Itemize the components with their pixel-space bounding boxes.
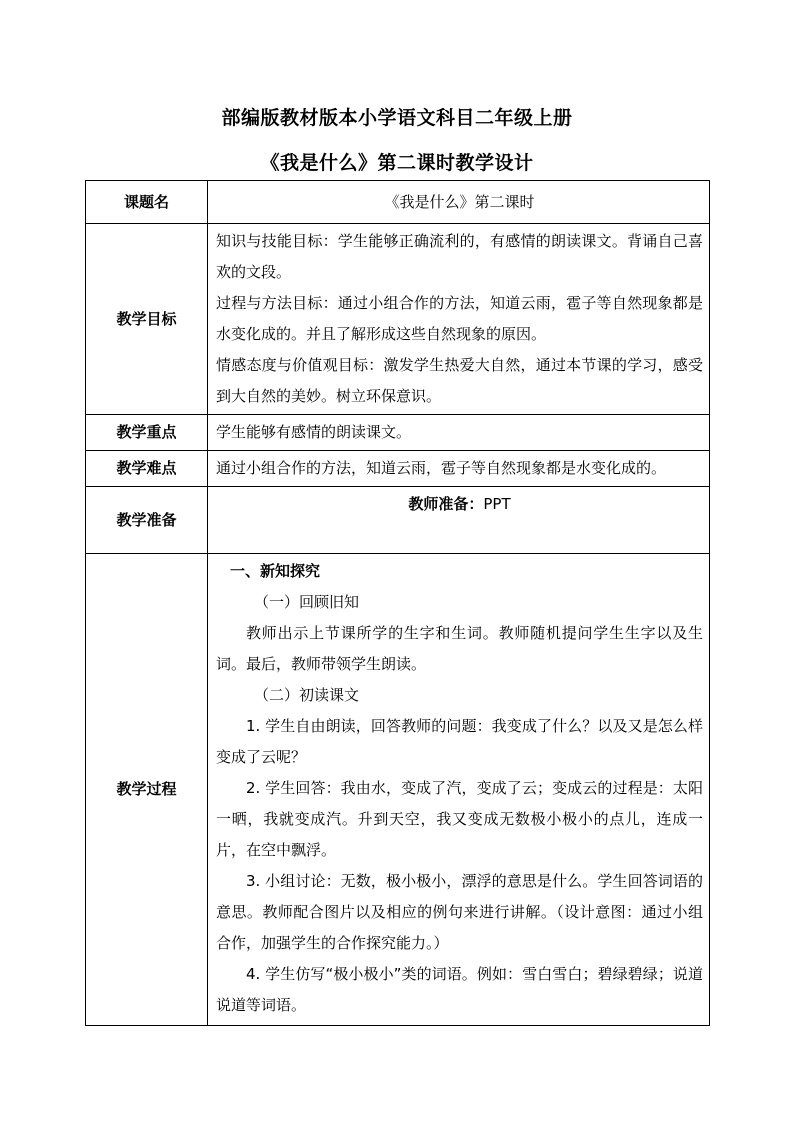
preparation-label: 教学准备 xyxy=(86,487,208,554)
goals-content xyxy=(208,224,710,415)
table-row-goals xyxy=(86,224,710,415)
process-step-3: 3. 小组讨论：无数，极小极小，漂浮的意思是什么。学生回答词语的意思。教师配合图片以及相应的例句来进行讲解。（设计意图：通过小组合作，加强学生的合作探究能力。） xyxy=(216,872,703,952)
table-row-process xyxy=(86,554,710,1026)
lesson-plan-table xyxy=(85,180,710,1026)
process-review-text: 教师出示上节课所学的生字和生词。教师随机提问学生生字以及生词。最后，教师带领学生朗读。 xyxy=(216,624,703,673)
goal-knowledge: 知识与技能目标：学生能够正确流利的，有感情的朗读课文。背诵自己喜欢的文段。 xyxy=(216,232,703,281)
document-title-line2: 《我是什么》第二课时教学设计 xyxy=(260,152,534,174)
table-row-preparation xyxy=(86,487,710,554)
teacher-prep-label: 教师准备： xyxy=(408,495,484,513)
process-step-4: 4. 学生仿写“极小极小”类的词语。例如：雪白雪白；碧绿碧绿；说道说道等词语。 xyxy=(216,965,703,1014)
preparation-content xyxy=(208,487,710,554)
process-step-2: 2. 学生回答：我由水，变成了汽，变成了云；变成云的过程是：太阳一晒，我就变成汽。升到天空，我又变成无数极小极小的点儿，连成一片，在空中飘浮。 xyxy=(216,779,703,859)
process-section-heading: 一、新知探究 xyxy=(230,562,321,580)
topic-value: 《我是什么》第二课时 xyxy=(208,181,710,224)
goal-process: 过程与方法目标：通过小组合作的方法，知道云雨，雹子等自然现象都是水变化成的。并且了解形成这些自然现象的原因。 xyxy=(216,294,703,343)
process-content xyxy=(208,554,710,1026)
document-title-line1: 部编版教材版本小学语文科目二年级上册 xyxy=(221,107,573,129)
key-points-value: 学生能够有感情的朗读课文。 xyxy=(208,415,710,451)
key-points-label: 教学重点 xyxy=(86,415,208,451)
process-label: 教学过程 xyxy=(86,554,208,1026)
difficulties-label: 教学难点 xyxy=(86,451,208,487)
process-sub-heading-review: （一）回顾旧知 xyxy=(254,593,360,611)
table-row-key-points xyxy=(86,415,710,451)
topic-label: 课题名 xyxy=(86,181,208,224)
table-row-difficulties xyxy=(86,451,710,487)
teacher-prep-value: PPT xyxy=(483,495,511,513)
process-sub-heading-reading: （二）初读课文 xyxy=(254,686,360,704)
goal-emotion: 情感态度与价值观目标：激发学生热爱大自然，通过本节课的学习，感受到大自然的美妙。树立环保意识。 xyxy=(216,356,703,405)
table-row-topic xyxy=(86,181,710,224)
goals-label: 教学目标 xyxy=(86,224,208,415)
difficulties-value: 通过小组合作的方法，知道云雨，雹子等自然现象都是水变化成的。 xyxy=(208,451,710,487)
process-step-1: 1. 学生自由朗读，回答教师的问题：我变成了什么？以及又是怎么样变成了云呢？ xyxy=(216,717,703,766)
